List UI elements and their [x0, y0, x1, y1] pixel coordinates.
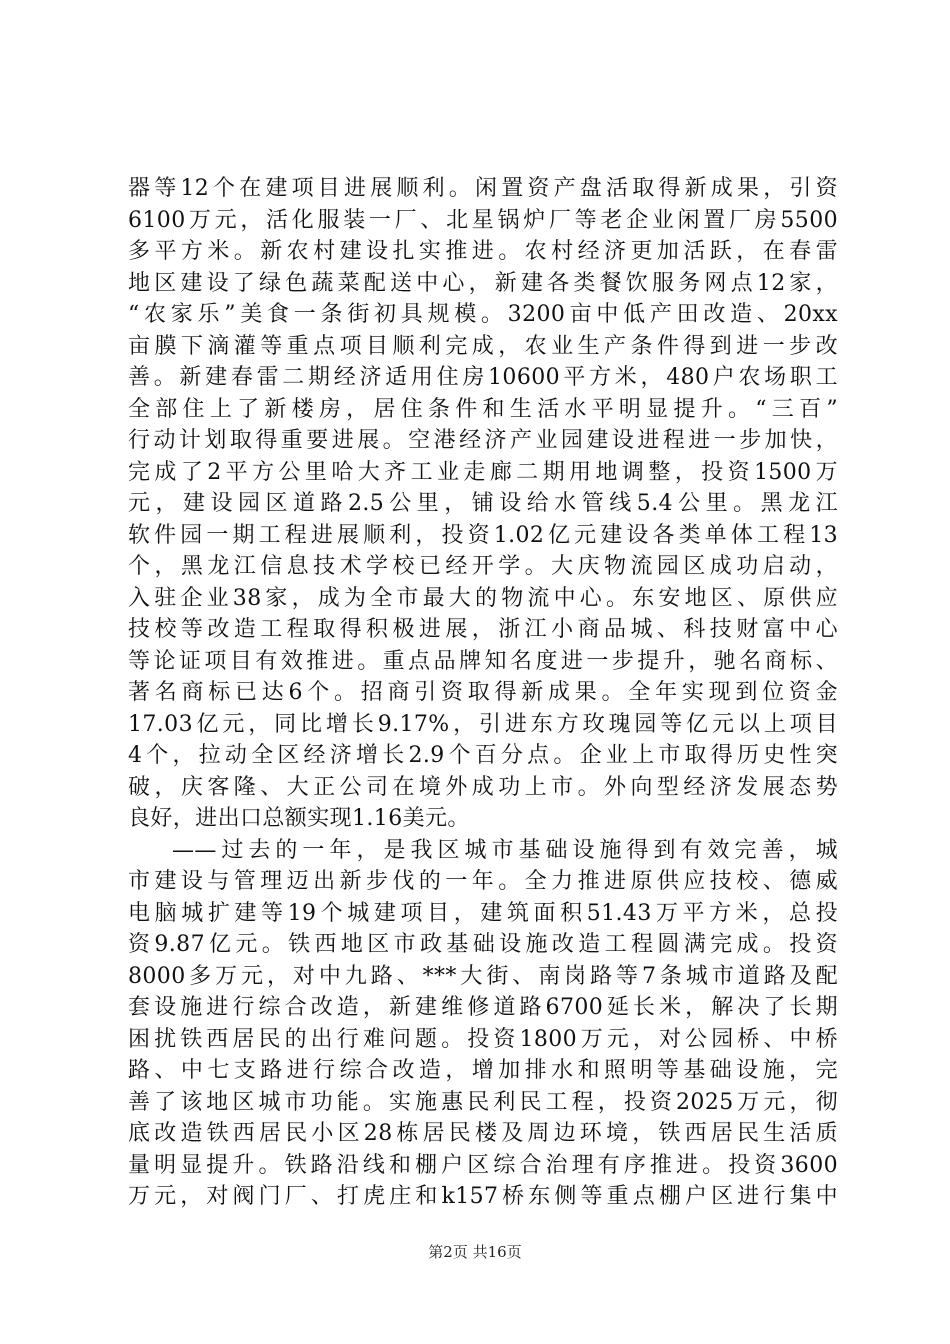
text-line: 困扰铁西居民的出行难问题。投资1800万元，对公园桥、中桥 [128, 1026, 838, 1052]
text-line: 著名商标已达6个。招商引资取得新成果。全年实现到位资金 [128, 680, 838, 705]
text-line: 善了该地区城市功能。实施惠民利民工程，投资2025万元，彻 [128, 1089, 838, 1115]
text-line: 入驻企业38家，成为全市最大的物流中心。东安地区、原供应 [128, 585, 838, 611]
text-line: 元，建设园区道路2.5公里，铺设给水管线5.4公里。黑龙江 [128, 491, 838, 516]
text-line: 多平方米。新农村建设扎实推进。农村经济更加活跃，在春雷 [128, 239, 838, 264]
text-line: 技校等改造工程取得积极进展，浙江小商品城、科技财富中心 [128, 617, 838, 642]
paragraph-end-line: 良好，进出口总额实现1.16美元。 [128, 806, 470, 831]
text-line: 善。新建春雷二期经济适用住房10600平方米，480户农场职工 [128, 365, 838, 390]
text-line: 8000多万元，对中九路、***大街、南岗路等7条城市道路及配 [128, 963, 838, 989]
text-line: 套设施进行综合改造，新建维修道路6700延长米，解决了长期 [128, 995, 838, 1020]
text-line: 路、中七支路进行综合改造，增加排水和照明等基础设施，完 [128, 1058, 838, 1083]
text-line: 地区建设了绿色蔬菜配送中心，新建各类餐饮服务网点12家， [128, 270, 838, 296]
text-line: 电脑城扩建等19个城建项目，建筑面积51.43万平方米，总投 [128, 900, 838, 926]
text-line: 个，黑龙江信息技术学校已经开学。大庆物流园区成功启动， [128, 554, 838, 579]
body-text [128, 173, 838, 1213]
text-line: 器等12个在建项目进展顺利。闲置资产盘活取得新成果，引资 [128, 176, 838, 201]
text-line: 行动计划取得重要进展。空港经济产业园建设进程进一步加快， [128, 428, 838, 453]
text-line: 量明显提升。铁路沿线和棚户区综合治理有序推进。投资3600 [128, 1152, 838, 1178]
text-line: 软件园一期工程进展顺利，投资1.02亿元建设各类单体工程13 [128, 522, 838, 548]
text-line: 万元，对阀门厂、打虎庄和k157桥东侧等重点棚户区进行集中 [128, 1184, 838, 1209]
text-line: 完成了2平方公里哈大齐工业走廊二期用地调整，投资1500万 [128, 459, 838, 485]
text-line: 17.03亿元，同比增长9.17%，引进东方玫瑰园等亿元以上项目 [128, 711, 838, 737]
text-line: 底改造铁西居民小区28栋居民楼及周边环境，铁西居民生活质 [128, 1121, 838, 1146]
text-line: 6100万元，活化服装一厂、北星锅炉厂等老企业闲置厂房5500 [128, 207, 838, 233]
text-line: 全部住上了新楼房，居住条件和生活水平明显提升。“三百” [128, 396, 838, 422]
text-line: 资9.87亿元。铁西地区市政基础设施改造工程圆满完成。投资 [128, 932, 838, 957]
paragraph-start-line: ——过去的一年，是我区城市基础设施得到有效完善，城 [172, 837, 838, 863]
text-line: 等论证项目有效推进。重点品牌知名度进一步提升，驰名商标、 [128, 648, 838, 674]
text-line: 破，庆客隆、大正公司在境外成功上市。外向型经济发展态势 [128, 774, 838, 800]
text-line: 4个，拉动全区经济增长2.9个百分点。企业上市取得历史性突 [128, 743, 838, 768]
page-number-footer: 第2页 共16页 [428, 1243, 522, 1261]
text-line: 市建设与管理迈出新步伐的一年。全力推进原供应技校、德威 [128, 869, 838, 894]
text-line: 亩膜下滴灌等重点项目顺利完成，农业生产条件得到进一步改 [128, 333, 838, 359]
text-line: “农家乐”美食一条街初具规模。3200亩中低产田改造、20xx [128, 302, 838, 327]
